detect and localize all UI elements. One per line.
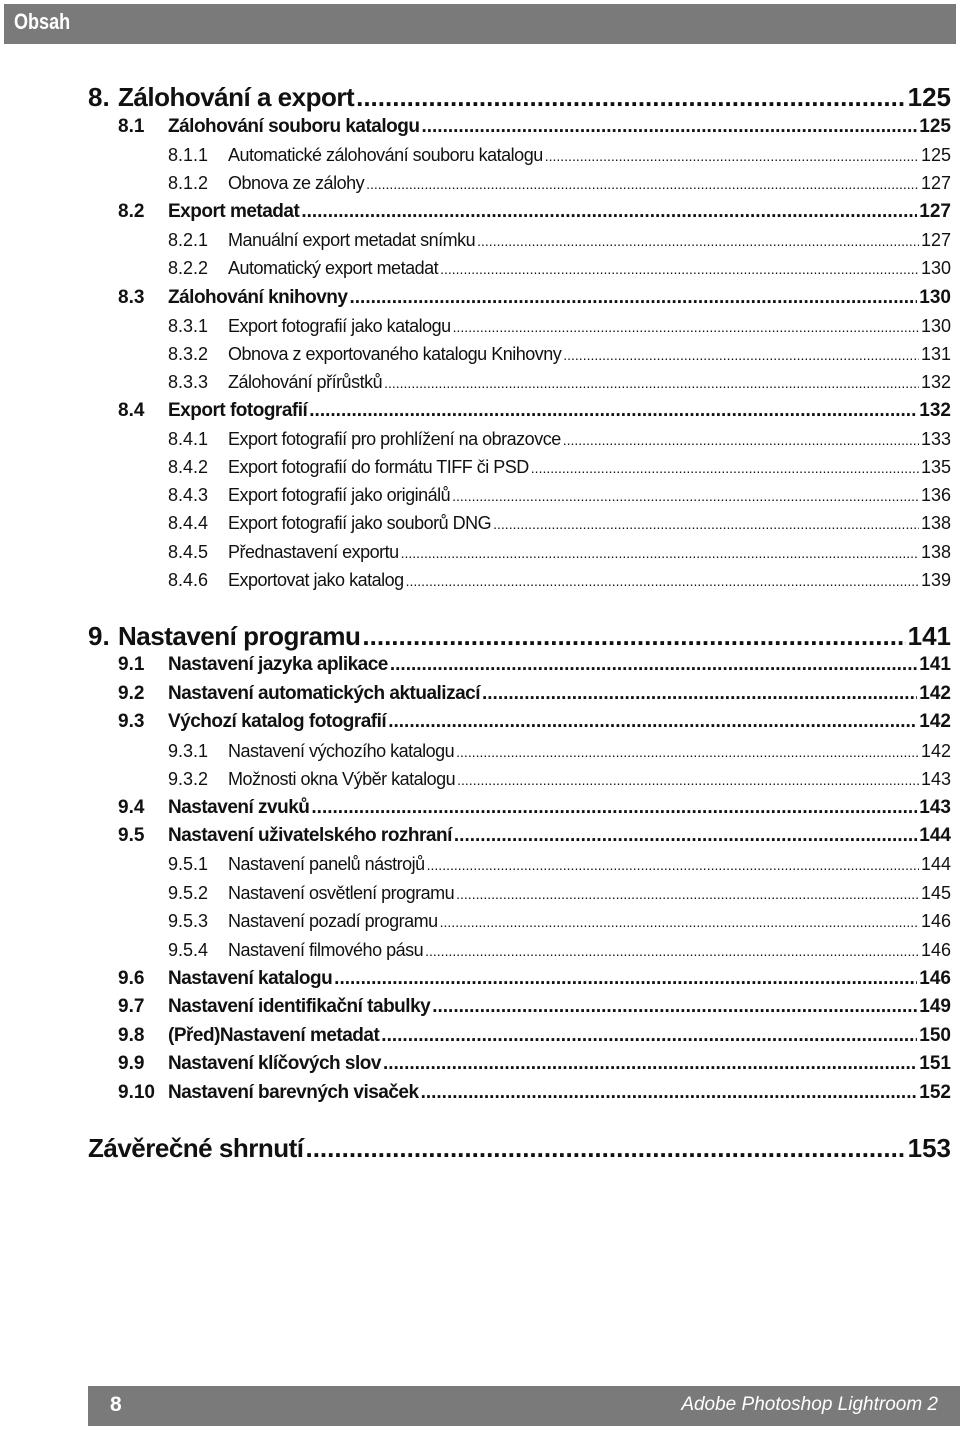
toc-dot-leader: [388, 710, 917, 734]
toc-entry-title: Nastavení klíčových slov: [168, 1053, 381, 1074]
toc-entry: [118, 824, 951, 848]
toc-entry-page: 152: [919, 1082, 951, 1103]
toc-entry-page: 141: [907, 621, 951, 651]
toc-entry-title: Zálohování přírůstků: [228, 372, 383, 392]
toc-entry-title: Obnova ze zálohy: [228, 173, 365, 193]
toc-dot-leader: [477, 229, 919, 252]
toc-entry: [118, 399, 951, 423]
toc-entry-number: 8.2.2: [168, 258, 209, 278]
toc-entry-number: 9.7: [118, 996, 145, 1017]
toc-entry: [168, 371, 951, 393]
toc-entry: [118, 115, 951, 139]
toc-entry-title: Zálohování a export: [118, 82, 355, 112]
toc-entry-title: Nastavení barevných visaček: [168, 1082, 419, 1103]
toc-entry-number: 9.5.1: [168, 854, 209, 874]
toc-entry-page: 142: [920, 741, 951, 761]
toc-entry-number: 9.5: [118, 825, 145, 846]
toc-entry-title: Export fotografií pro prohlížení na obrazovce: [228, 429, 561, 449]
toc-entry-title: Zálohování knihovny: [168, 287, 348, 308]
toc-entry-title: Nastavení filmového pásu: [228, 940, 424, 960]
toc-entry-page: 144: [919, 825, 951, 846]
toc-dot-leader: [563, 428, 919, 451]
toc-entry-page: 130: [919, 287, 951, 308]
toc-dot-leader: [432, 995, 917, 1019]
toc-dot-leader: [362, 620, 905, 652]
toc-entry-title: (Před)Nastavení metadat: [168, 1025, 380, 1046]
toc-dot-leader: [563, 343, 919, 366]
toc-entry-title: Export metadat: [168, 201, 300, 222]
toc-entry-title: Nastavení zvuků: [168, 797, 310, 818]
toc-entry-title: Nastavení programu: [118, 621, 361, 651]
toc-entry: [168, 315, 951, 337]
toc-dot-leader: [427, 853, 919, 876]
toc-entry-number: 9.3: [118, 711, 145, 732]
toc-entry-number: 8.2.1: [168, 230, 209, 250]
toc-entry-number: 9.5.4: [168, 940, 209, 960]
toc-entry-title: Export fotografií do formátu TIFF či PSD: [228, 457, 529, 477]
toc-entry: [168, 512, 951, 534]
toc-entry-number: 8.1: [118, 116, 145, 137]
toc-entry-page: 132: [920, 372, 951, 392]
toc-entry-title: Závěrečné shrnutí: [88, 1133, 304, 1163]
toc-entry-number: 9.4: [118, 797, 145, 818]
toc-dot-leader: [452, 484, 919, 507]
toc-dot-leader: [457, 768, 919, 791]
toc-entry: [118, 967, 951, 991]
toc-entry-number: 9.1: [118, 654, 145, 675]
toc-entry: [168, 939, 951, 961]
toc-entry-page: 143: [920, 769, 951, 789]
toc-entry: [168, 541, 951, 563]
toc-dot-leader: [456, 740, 919, 763]
toc-entry-page: 146: [919, 968, 951, 989]
toc-entry: [168, 569, 951, 591]
toc-dot-leader: [440, 910, 919, 933]
toc-dot-leader: [401, 541, 919, 564]
toc-entry-page: 135: [920, 457, 951, 477]
toc-dot-leader: [421, 115, 917, 139]
toc-dot-leader: [384, 371, 919, 394]
toc-entry-page: 142: [919, 683, 951, 704]
toc-entry-title: Automatický export metadat: [228, 258, 439, 278]
toc-entry: [118, 1024, 951, 1048]
toc-entry-title: Export fotografií jako souborů DNG: [228, 513, 492, 533]
toc-entry-title: Export fotografií: [168, 400, 308, 421]
toc-entry-number: 9.5.2: [168, 883, 209, 903]
toc-entry: [118, 200, 951, 224]
toc-dot-leader: [453, 315, 919, 338]
toc-entry-page: 130: [920, 258, 951, 278]
toc-entry-page: 125: [920, 145, 951, 165]
toc-entry: [168, 882, 951, 904]
toc-dot-leader: [383, 1052, 917, 1076]
toc-entry: [118, 1081, 951, 1105]
toc-entry: [168, 343, 951, 365]
footer-bar: [88, 1386, 960, 1426]
toc-entry-number: 8.4.3: [168, 485, 209, 505]
toc-entry-page: 146: [920, 911, 951, 931]
toc-dot-leader: [305, 1132, 905, 1164]
toc-entry: [168, 229, 951, 251]
toc-entry-title: Přednastavení exportu: [228, 542, 399, 562]
toc-entry-number: 8.1.2: [168, 173, 209, 193]
toc-entry: [168, 144, 951, 166]
toc-entry-page: 139: [920, 570, 951, 590]
toc-entry-title: Nastavení automatických aktualizací: [168, 683, 480, 704]
toc-entry-title: Export fotografií jako originálů: [228, 485, 451, 505]
toc-entry-title: Nastavení pozadí programu: [228, 911, 438, 931]
toc-entry-number: 9.5.3: [168, 911, 209, 931]
toc-entry-number: 9.: [88, 621, 110, 651]
toc-entry: [168, 257, 951, 279]
toc-entry-number: 9.6: [118, 968, 145, 989]
toc-entry-number: 8.4: [118, 400, 145, 421]
toc-entry: [168, 853, 951, 875]
toc-entry-number: 8.4.2: [168, 457, 209, 477]
toc-entry-title: Export fotografií jako katalogu: [228, 316, 451, 336]
toc-entry: [118, 796, 951, 820]
toc-entry-title: Možnosti okna Výběr katalogu: [228, 769, 456, 789]
toc-entry-page: 149: [919, 996, 951, 1017]
toc-entry-number: 8.3: [118, 287, 145, 308]
toc-entry-page: 127: [920, 230, 951, 250]
toc-entry-page: 132: [919, 400, 951, 421]
toc-entry: [88, 620, 951, 652]
toc-dot-leader: [440, 257, 919, 280]
toc-entry: [168, 910, 951, 932]
toc-entry-title: Zálohování souboru katalogu: [168, 116, 420, 137]
toc-entry-number: 9.2: [118, 683, 145, 704]
toc-entry-number: 8.1.1: [168, 145, 209, 165]
toc-entry-page: 133: [920, 429, 951, 449]
toc-entry-page: 151: [919, 1053, 951, 1074]
toc-dot-leader: [425, 939, 919, 962]
toc-entry: [118, 710, 951, 734]
toc-entry-page: 144: [920, 854, 951, 874]
toc-entry: [168, 484, 951, 506]
toc-dot-leader: [421, 1081, 918, 1105]
toc-entry-title: Výchozí katalog fotografií: [168, 711, 387, 732]
toc-entry: [118, 286, 951, 310]
toc-entry-page: 143: [919, 797, 951, 818]
toc-entry-number: 9.3.2: [168, 769, 209, 789]
header-title: Obsah: [14, 9, 71, 34]
toc-entry-page: 136: [920, 485, 951, 505]
toc-entry-page: 125: [907, 82, 951, 112]
toc-entry-page: 153: [907, 1133, 951, 1163]
toc-entry-title: Nastavení uživatelského rozhraní: [168, 825, 452, 846]
toc-entry: [118, 995, 951, 1019]
toc-dot-leader: [309, 399, 917, 423]
toc-entry: [88, 81, 951, 113]
toc-entry: [118, 682, 951, 706]
toc-entry-number: 8.3.1: [168, 316, 209, 336]
toc-entry-title: Nastavení identifikační tabulky: [168, 996, 431, 1017]
toc-entry-page: 150: [919, 1025, 951, 1046]
toc-entry: [168, 740, 951, 762]
toc-entry: [88, 1132, 951, 1164]
toc-entry-title: Manuální export metadat snímku: [228, 230, 476, 250]
toc-entry-number: 8.2: [118, 201, 145, 222]
toc-entry-number: 8.3.2: [168, 344, 209, 364]
toc-entry-number: 9.9: [118, 1053, 145, 1074]
toc-entry-title: Exportovat jako katalog: [228, 570, 404, 590]
toc-entry-title: Automatické zálohování souboru katalogu: [228, 145, 543, 165]
toc-entry-page: 138: [920, 513, 951, 533]
toc-entry-page: 127: [919, 201, 951, 222]
toc-entry-page: 127: [920, 173, 951, 193]
toc-dot-leader: [456, 882, 919, 905]
toc-entry-page: 146: [920, 940, 951, 960]
toc-dot-leader: [381, 1024, 917, 1048]
toc-entry-page: 138: [920, 542, 951, 562]
footer-page-number: 8: [110, 1393, 122, 1416]
toc-entry-page: 142: [919, 711, 951, 732]
toc-entry-number: 8.4.1: [168, 429, 209, 449]
toc-entry-page: 141: [919, 654, 951, 675]
toc-dot-leader: [493, 512, 919, 535]
toc-entry: [118, 653, 951, 677]
toc-dot-leader: [454, 824, 917, 848]
toc-dot-leader: [406, 569, 919, 592]
toc-entry: [168, 768, 951, 790]
toc-entry-page: 125: [919, 116, 951, 137]
toc-dot-leader: [349, 286, 917, 310]
toc-dot-leader: [482, 682, 917, 706]
toc-entry-number: 9.3.1: [168, 741, 209, 761]
toc-entry-number: 8.4.6: [168, 570, 209, 590]
toc-entry-title: Nastavení panelů nástrojů: [228, 854, 425, 874]
toc-entry-title: Nastavení katalogu: [168, 968, 333, 989]
toc-entry-number: 9.10: [118, 1082, 155, 1103]
toc-entry: [168, 456, 951, 478]
toc-entry-title: Obnova z exportovaného katalogu Knihovny: [228, 344, 562, 364]
toc-dot-leader: [366, 172, 919, 195]
toc-entry-number: 8.: [88, 82, 110, 112]
toc-dot-leader: [301, 200, 917, 224]
toc-entry-page: 130: [920, 316, 951, 336]
toc-entry-page: 131: [920, 344, 951, 364]
toc-entry-number: 8.4.4: [168, 513, 209, 533]
footer-book-title: Adobe Photoshop Lightroom 2: [681, 1394, 938, 1415]
toc-dot-leader: [311, 796, 917, 820]
toc-entry-number: 8.4.5: [168, 542, 209, 562]
toc-entry-number: 8.3.3: [168, 372, 209, 392]
header-bar: [4, 4, 956, 44]
toc-entry: [168, 172, 951, 194]
toc-entry-title: Nastavení výchozího katalogu: [228, 741, 455, 761]
toc-dot-leader: [545, 144, 919, 167]
toc-dot-leader: [531, 456, 919, 479]
toc-entry-title: Nastavení osvětlení programu: [228, 883, 455, 903]
toc-entry-number: 9.8: [118, 1025, 145, 1046]
toc-dot-leader: [356, 81, 906, 113]
toc-entry: [118, 1052, 951, 1076]
toc-dot-leader: [334, 967, 917, 991]
toc-entry-page: 145: [920, 883, 951, 903]
toc-entry: [168, 428, 951, 450]
toc-entry-title: Nastavení jazyka aplikace: [168, 654, 388, 675]
toc-dot-leader: [390, 653, 917, 677]
